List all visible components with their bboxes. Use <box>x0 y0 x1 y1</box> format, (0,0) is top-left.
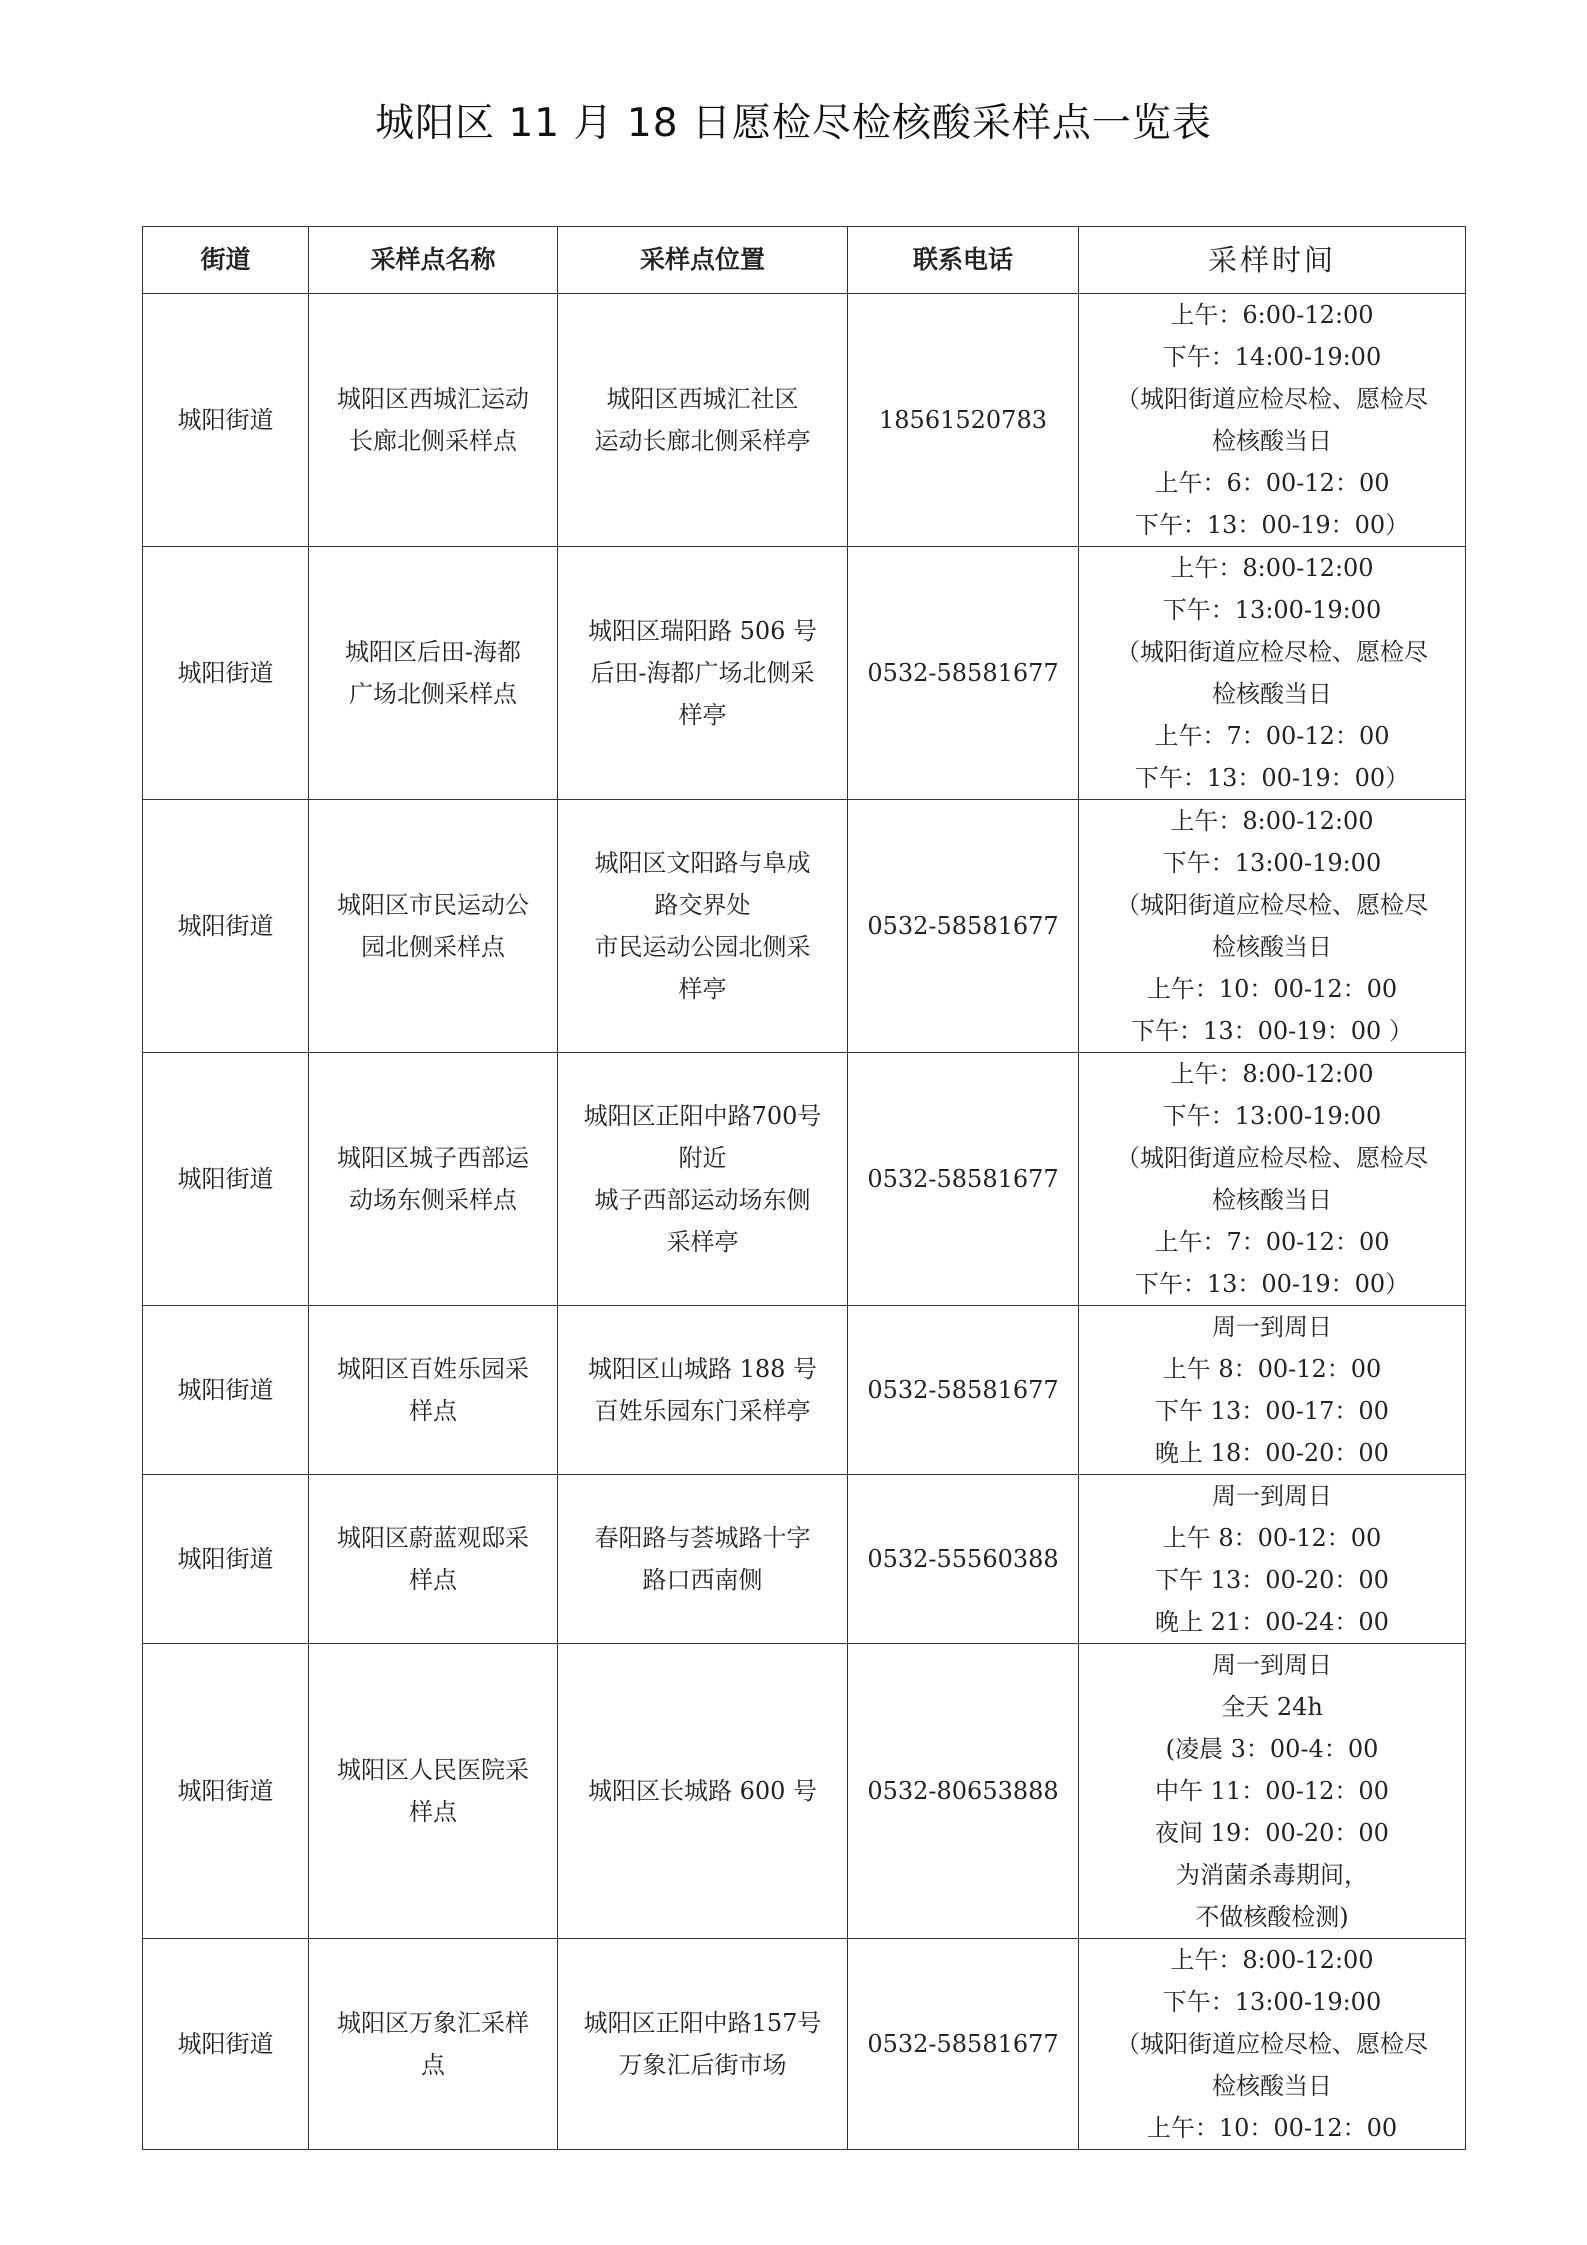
cell-site-location-line: 采样亭 <box>666 1228 739 1256</box>
cell-sampling-time <box>1079 1306 1466 1475</box>
cell-site-location-line: 路交界处 <box>654 891 751 919</box>
cell-sampling-time-line: 周一到周日 <box>1212 1482 1332 1510</box>
cell-street: 城阳街道 <box>143 294 309 547</box>
cell-sampling-time-line: 全天 24h <box>1221 1693 1323 1721</box>
cell-sampling-time-line: 周一到周日 <box>1212 1651 1332 1679</box>
cell-street: 城阳街道 <box>143 1939 309 2150</box>
cell-sampling-time-line: 下午：13:00-19:00 <box>1162 1988 1382 2016</box>
cell-site-name <box>309 1306 558 1475</box>
cell-site-location <box>558 1306 848 1475</box>
cell-site-name <box>309 1644 558 1939</box>
cell-sampling-time-line: 上午：8:00-12:00 <box>1170 807 1374 835</box>
cell-sampling-time-line: 下午：13:00-19:00 <box>1162 596 1382 624</box>
cell-sampling-time-line: 下午：13：00-19：00） <box>1134 764 1410 792</box>
cell-site-location-line: 城阳区山城路 188 号 <box>587 1355 818 1383</box>
cell-site-location <box>558 547 848 800</box>
header-street: 街道 <box>143 227 309 294</box>
table-row <box>143 1475 1466 1644</box>
cell-sampling-time <box>1079 547 1466 800</box>
cell-sampling-time-line: 下午：13:00-19:00 <box>1162 849 1382 877</box>
cell-sampling-time-line: 上午：10：00-12：00 <box>1146 2114 1398 2142</box>
cell-phone: 0532-58581677 <box>848 547 1079 800</box>
cell-sampling-time-line: （城阳街道应检尽检、愿检尽 <box>1116 891 1428 919</box>
cell-sampling-time-line: 上午：7：00-12：00 <box>1154 722 1390 750</box>
cell-site-location <box>558 294 848 547</box>
cell-site-name <box>309 547 558 800</box>
cell-site-location-line: 样亭 <box>678 701 727 729</box>
cell-site-location-line: 路口西南侧 <box>642 1566 763 1594</box>
cell-site-location-line: 市民运动公园北侧采 <box>594 933 811 961</box>
cell-sampling-time-line: 下午：13：00-19：00） <box>1134 1270 1410 1298</box>
cell-site-location-line: 运动长廊北侧采样亭 <box>594 427 811 455</box>
header-phone: 联系电话 <box>848 227 1079 294</box>
table-row <box>143 547 1466 800</box>
cell-sampling-time <box>1079 1475 1466 1644</box>
cell-street: 城阳街道 <box>143 800 309 1053</box>
cell-site-name-line: 城阳区西城汇运动 <box>337 385 529 413</box>
cell-sampling-time-line: 检核酸当日 <box>1212 933 1332 961</box>
cell-street: 城阳街道 <box>143 1053 309 1306</box>
cell-sampling-time-line: （城阳街道应检尽检、愿检尽 <box>1116 1144 1428 1172</box>
cell-site-location <box>558 1053 848 1306</box>
cell-sampling-time-line: 夜间 19：00-20：00 <box>1155 1819 1389 1847</box>
cell-sampling-time-line: 上午：10：00-12：00 <box>1146 975 1398 1003</box>
header-site-name: 采样点名称 <box>309 227 558 294</box>
header-sampling-time: 采样时间 <box>1079 227 1466 294</box>
cell-sampling-time-line: 晚上 21：00-24：00 <box>1155 1608 1389 1636</box>
cell-sampling-time-line: 下午：13:00-19:00 <box>1162 1102 1382 1130</box>
cell-site-name <box>309 800 558 1053</box>
cell-site-name-line: 城阳区百姓乐园采 <box>337 1355 529 1383</box>
cell-site-name-line: 城阳区城子西部运 <box>337 1144 529 1172</box>
cell-sampling-time-line: 下午 13：00-17：00 <box>1155 1397 1389 1425</box>
cell-sampling-time-line: 上午：6:00-12:00 <box>1170 301 1374 329</box>
cell-site-location-line: 样亭 <box>678 975 727 1003</box>
cell-site-name-line: 样点 <box>409 1798 457 1826</box>
cell-site-location-line: 城阳区文阳路与阜成 <box>594 849 811 877</box>
cell-site-name-line: 动场东侧采样点 <box>349 1186 517 1214</box>
table-row <box>143 800 1466 1053</box>
cell-sampling-time <box>1079 1053 1466 1306</box>
cell-street: 城阳街道 <box>143 1306 309 1475</box>
cell-phone: 18561520783 <box>848 294 1079 547</box>
cell-sampling-time-line: 上午：8:00-12:00 <box>1170 554 1374 582</box>
cell-sampling-time-line: （城阳街道应检尽检、愿检尽 <box>1116 2030 1428 2058</box>
cell-sampling-time-line: 检核酸当日 <box>1212 2072 1332 2100</box>
cell-site-name-line: 长廊北侧采样点 <box>349 427 517 455</box>
cell-site-location-line: 春阳路与荟城路十字 <box>594 1524 811 1552</box>
cell-site-name-line: 城阳区蔚蓝观邸采 <box>337 1524 529 1552</box>
cell-street: 城阳街道 <box>143 1475 309 1644</box>
cell-sampling-time-line: 上午：8:00-12:00 <box>1170 1946 1374 1974</box>
cell-site-name-line: 城阳区后田-海都 <box>344 638 522 666</box>
cell-site-location-line: 城阳区长城路 600 号 <box>587 1777 818 1805</box>
cell-sampling-time-line: 周一到周日 <box>1212 1313 1332 1341</box>
cell-phone: 0532-55560388 <box>848 1475 1079 1644</box>
cell-site-location <box>558 800 848 1053</box>
cell-sampling-time-line: 检核酸当日 <box>1212 680 1332 708</box>
table-row <box>143 1644 1466 1939</box>
cell-site-name-line: 广场北侧采样点 <box>349 680 517 708</box>
cell-sampling-time-line: 上午：8:00-12:00 <box>1170 1060 1374 1088</box>
cell-site-name-line: 城阳区市民运动公 <box>337 891 529 919</box>
cell-sampling-time-line: 上午：6：00-12：00 <box>1154 469 1390 497</box>
cell-sampling-time-line: 下午：13：00-19：00） <box>1134 511 1410 539</box>
cell-sampling-time-line: 不做核酸检测) <box>1195 1903 1349 1931</box>
cell-site-location <box>558 1644 848 1939</box>
cell-sampling-time-line: 检核酸当日 <box>1212 1186 1332 1214</box>
table-row <box>143 1939 1466 2150</box>
cell-sampling-time-line: 上午 8：00-12：00 <box>1162 1355 1382 1383</box>
cell-phone: 0532-58581677 <box>848 800 1079 1053</box>
header-site-location: 采样点位置 <box>558 227 848 294</box>
cell-sampling-time <box>1079 1939 1466 2150</box>
cell-site-name-line: 点 <box>421 2051 445 2079</box>
cell-phone: 0532-58581677 <box>848 1939 1079 2150</box>
cell-site-name <box>309 1053 558 1306</box>
cell-sampling-time-line: 下午 13：00-20：00 <box>1155 1566 1389 1594</box>
page-title: 城阳区 11 月 18 日愿检尽检核酸采样点一览表 <box>375 101 1212 146</box>
cell-site-location-line: 百姓乐园东门采样亭 <box>594 1397 811 1425</box>
cell-site-name-line: 园北侧采样点 <box>361 933 505 961</box>
cell-site-name <box>309 1475 558 1644</box>
cell-sampling-time-line: 下午：13：00-19：00 ） <box>1131 1017 1413 1045</box>
table-row <box>143 1053 1466 1306</box>
cell-site-location-line: 后田-海都广场北侧采 <box>590 659 815 687</box>
cell-site-location-line: 城阳区瑞阳路 506 号 <box>587 617 818 645</box>
cell-site-location-line: 城阳区正阳中路157号 <box>583 2009 822 2037</box>
cell-sampling-time-line: 上午：7：00-12：00 <box>1154 1228 1390 1256</box>
cell-site-name-line: 城阳区万象汇采样 <box>337 2009 529 2037</box>
cell-site-name-line: 样点 <box>409 1397 457 1425</box>
table-row <box>143 1306 1466 1475</box>
cell-sampling-time <box>1079 800 1466 1053</box>
cell-sampling-time <box>1079 294 1466 547</box>
sampling-sites-table <box>142 226 1466 2150</box>
cell-sampling-time-line: 检核酸当日 <box>1212 427 1332 455</box>
cell-sampling-time-line: 下午：14:00-19:00 <box>1162 343 1382 371</box>
cell-site-name <box>309 1939 558 2150</box>
cell-sampling-time-line: 为消菌杀毒期间， <box>1176 1861 1368 1889</box>
cell-phone: 0532-58581677 <box>848 1306 1079 1475</box>
cell-site-location-line: 城子西部运动场东侧 <box>594 1186 811 1214</box>
cell-sampling-time-line: （城阳街道应检尽检、愿检尽 <box>1116 638 1428 666</box>
table-row <box>143 294 1466 547</box>
cell-sampling-time-line: 上午 8：00-12：00 <box>1162 1524 1382 1552</box>
cell-sampling-time-line: (凌晨 3：00-4：00 <box>1165 1735 1379 1763</box>
cell-sampling-time-line: 晚上 18：00-20：00 <box>1155 1439 1389 1467</box>
cell-site-location-line: 城阳区正阳中路700号 <box>583 1102 822 1130</box>
cell-phone: 0532-80653888 <box>848 1644 1079 1939</box>
cell-sampling-time-line: 中午 11：00-12：00 <box>1155 1777 1389 1805</box>
cell-site-location-line: 附近 <box>678 1144 727 1172</box>
cell-phone: 0532-58581677 <box>848 1053 1079 1306</box>
cell-street: 城阳街道 <box>143 547 309 800</box>
cell-site-location <box>558 1475 848 1644</box>
cell-site-name-line: 样点 <box>409 1566 457 1594</box>
cell-site-location-line: 万象汇后街市场 <box>618 2051 787 2079</box>
cell-street: 城阳街道 <box>143 1644 309 1939</box>
cell-site-name-line: 城阳区人民医院采 <box>337 1756 529 1784</box>
cell-site-location <box>558 1939 848 2150</box>
table-header-row <box>143 227 1466 294</box>
cell-site-location-line: 城阳区西城汇社区 <box>606 385 799 413</box>
cell-site-name <box>309 294 558 547</box>
cell-sampling-time-line: （城阳街道应检尽检、愿检尽 <box>1116 385 1428 413</box>
cell-sampling-time <box>1079 1644 1466 1939</box>
